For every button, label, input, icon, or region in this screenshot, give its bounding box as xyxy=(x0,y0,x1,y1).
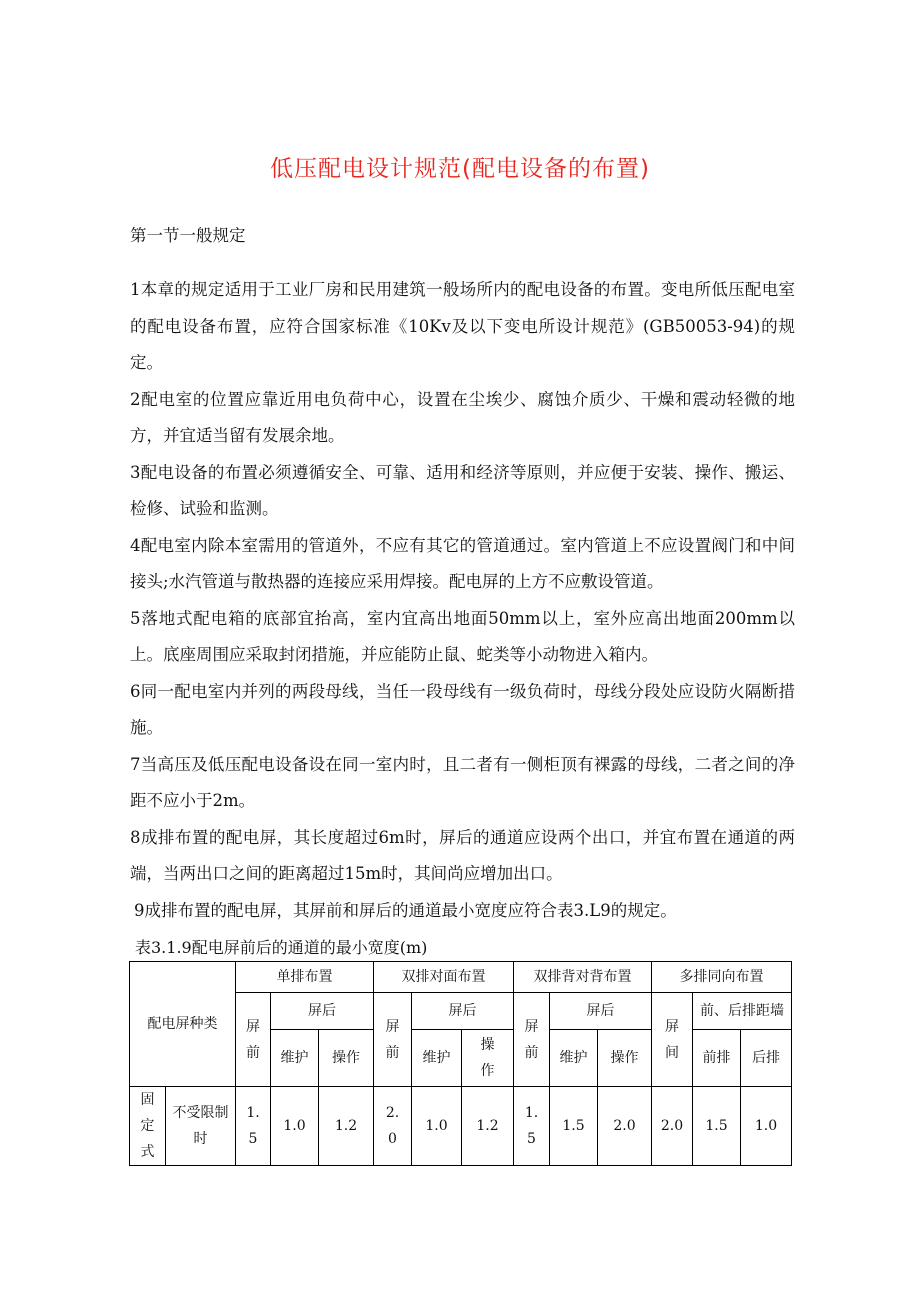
header-gap: 屏间 xyxy=(652,993,693,1087)
header-double-back-to-back: 双排背对背布置 xyxy=(514,962,652,993)
value-cell: 2.0 xyxy=(374,1087,412,1166)
header-back: 屏后 xyxy=(550,993,652,1030)
header-operation: 操作 xyxy=(598,1030,652,1087)
table-caption: 表3.1.9配电屏前后的通道的最小宽度(m) xyxy=(135,938,428,957)
header-operation: 操作 xyxy=(462,1030,514,1087)
header-maintenance: 维护 xyxy=(412,1030,462,1087)
document-title: 低压配电设计规范(配电设备的布置) xyxy=(270,156,650,182)
paragraph: 6同一配电室内并列的两段母线，当任一段母线有一级负荷时，母线分段处应设防火隔断措施。 xyxy=(130,681,795,737)
value-cell: 1.5 xyxy=(550,1087,598,1166)
header-cabinet-type: 配电屏种类 xyxy=(130,962,236,1087)
header-back-row: 后排 xyxy=(741,1030,792,1087)
clearance-table xyxy=(129,961,792,1166)
paragraph: 8成排布置的配电屏，其长度超过6m时，屏后的通道应设两个出口，并宜布置在通道的两端，当两出口之间的距离超过15m时，其间尚应增加出口。 xyxy=(130,827,795,883)
value-cell: 1.5 xyxy=(236,1087,271,1166)
value-cell: 1.2 xyxy=(319,1087,374,1166)
header-front: 屏前 xyxy=(514,993,550,1087)
header-back: 屏后 xyxy=(412,993,514,1030)
paragraph: 7当高压及低压配电设备设在同一室内时，且二者有一侧柜顶有裸露的母线，二者之间的净距不应小于2m。 xyxy=(130,754,795,810)
row-condition: 不受限制时 xyxy=(166,1087,236,1166)
section-heading: 第一节一般规定 xyxy=(130,226,246,245)
header-operation: 操作 xyxy=(319,1030,374,1087)
value-cell: 1.5 xyxy=(514,1087,550,1166)
paragraph: 4配电室内除本室需用的管道外，不应有其它的管道通过。室内管道上不应设置阀门和中间接头;水汽管道与散热器的连接应采用焊接。配电屏的上方不应敷设管道。 xyxy=(130,535,795,591)
value-cell: 1.2 xyxy=(462,1087,514,1166)
header-double-facing: 双排对面布置 xyxy=(374,962,514,993)
header-wall-distance: 前、后排距墙 xyxy=(693,993,792,1030)
paragraph: 2配电室的位置应靠近用电负荷中心，设置在尘埃少、腐蚀介质少、干燥和震动轻微的地方，并宜适当留有发展余地。 xyxy=(130,389,795,445)
row-type: 固定式 xyxy=(130,1087,166,1166)
value-cell: 1.0 xyxy=(741,1087,792,1166)
header-front: 屏前 xyxy=(236,993,271,1087)
paragraph: 1本章的规定适用于工业厂房和民用建筑一般场所内的配电设备的布置。变电所低压配电室的配电设备布置，应符合国家标准《10Kv及以下变电所设计规范》(GB50053-94)的规定。 xyxy=(130,280,795,372)
value-cell: 1.0 xyxy=(271,1087,319,1166)
value-cell: 1.0 xyxy=(412,1087,462,1166)
paragraph: 3配电设备的布置必须遵循安全、可靠、适用和经济等原则，并应便于安装、操作、搬运、检修、试验和监测。 xyxy=(130,462,795,518)
header-front-row: 前排 xyxy=(693,1030,741,1087)
header-maintenance: 维护 xyxy=(271,1030,319,1087)
value-cell: 1.5 xyxy=(693,1087,741,1166)
header-multi-same-direction: 多排同向布置 xyxy=(652,962,792,993)
value-cell: 2.0 xyxy=(652,1087,693,1166)
body-text xyxy=(130,272,795,929)
header-front: 屏前 xyxy=(374,993,412,1087)
header-maintenance: 维护 xyxy=(550,1030,598,1087)
header-single-row: 单排布置 xyxy=(236,962,374,993)
value-cell: 2.0 xyxy=(598,1087,652,1166)
paragraph: 5落地式配电箱的底部宜抬高，室内宜高出地面50mm以上，室外应高出地面200mm以上。底座周围应采取封闭措施，并应能防止鼠、蛇类等小动物进入箱内。 xyxy=(130,608,795,664)
header-back: 屏后 xyxy=(271,993,374,1030)
paragraph: 9成排布置的配电屏，其屏前和屏后的通道最小宽度应符合表3.L9的规定。 xyxy=(134,900,677,920)
